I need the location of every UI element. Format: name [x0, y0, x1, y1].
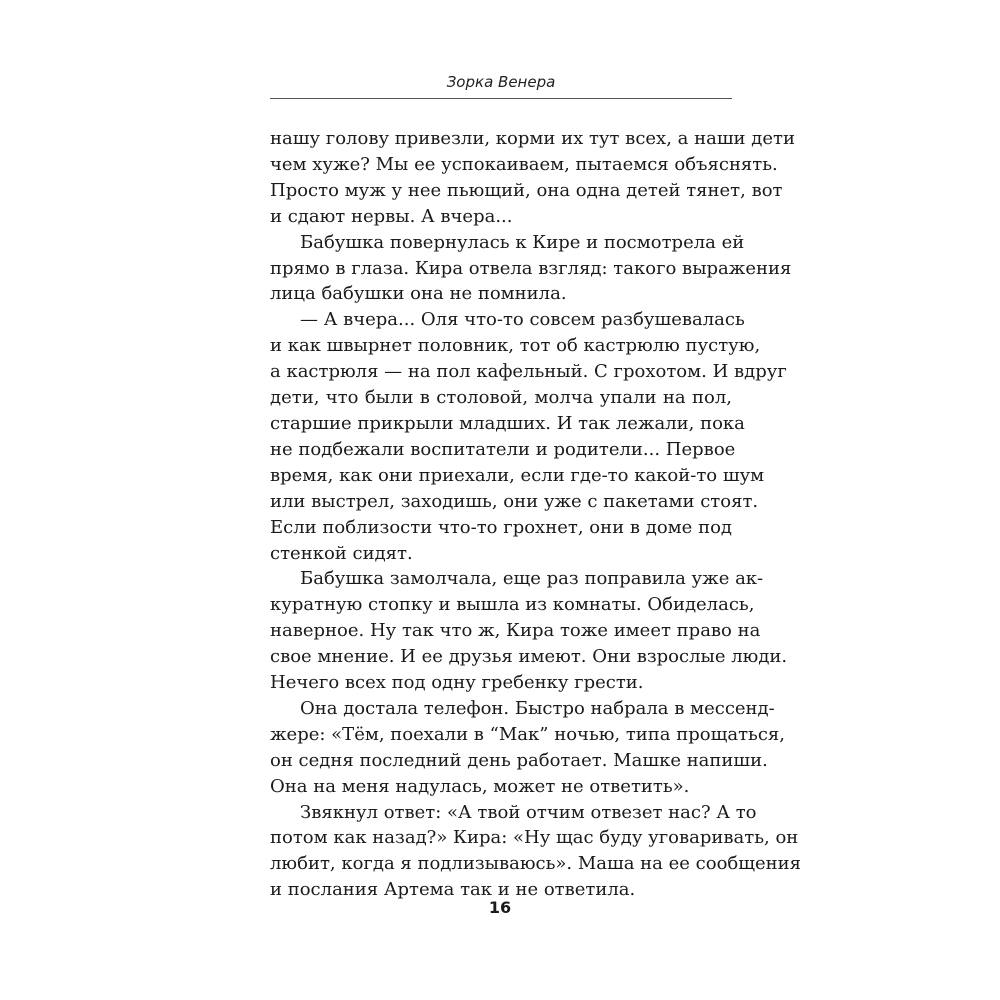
- text-line: Бабушка повернулась к Кире и посмотрела ей: [300, 231, 745, 253]
- text-line: и как швырнет половник, тот об кастрюлю пустую,: [270, 335, 761, 357]
- text-line: и сдают нервы. А вчера...: [270, 205, 513, 227]
- text-line: дети, что были в столовой, молча упали на пол,: [270, 387, 732, 409]
- text-line: прямо в глаза. Кира отвела взгляд: такого выражения: [270, 257, 792, 279]
- text-line: и послания Артема так и не ответила.: [270, 879, 636, 901]
- text-line: или выстрел, заходишь, они уже с пакетами стоят.: [270, 490, 759, 512]
- page-body: [270, 126, 801, 903]
- text-line: потом как назад?» Кира: «Ну щас буду уговаривать, он: [270, 827, 799, 849]
- text-line: стенкой сидят.: [270, 542, 413, 564]
- text-line: а кастрюля — на пол кафельный. С грохотом. И вдруг: [270, 361, 787, 383]
- text-line: старшие прикрыли младших. И так лежали, пока: [270, 412, 745, 434]
- text-line: он седня последний день работает. Машке напиши.: [270, 749, 768, 771]
- running-header-title: Зорка Венера: [446, 73, 556, 91]
- text-line: Бабушка замолчала, еще раз поправила уже ак-: [300, 568, 764, 590]
- running-header: [270, 72, 732, 99]
- text-line: время, как они приехали, если где-то какой-то шум: [270, 464, 765, 486]
- text-line: нашу голову привезли, корми их тут всех, а наши дети: [270, 128, 795, 149]
- text-line: наверное. Ну так что ж, Кира тоже имеет право на: [270, 620, 761, 642]
- page-number: 16: [488, 898, 512, 917]
- text-line: свое мнение. И ее друзья имеют. Они взрослые люди.: [270, 646, 788, 668]
- text-line: не подбежали воспитатели и родители... Первое: [270, 438, 736, 460]
- text-line: Просто муж у нее пьющий, она одна детей тянет, вот: [270, 179, 783, 201]
- text-line: лица бабушки она не помнила.: [270, 283, 567, 305]
- text-line: Нечего всех под одну гребенку грести.: [270, 672, 644, 694]
- text-line: Она достала телефон. Быстро набрала в мессенд-: [300, 697, 775, 719]
- text-line: жере: «Тём, поехали в “Мак” ночью, типа прощаться,: [270, 723, 785, 745]
- text-line: — А вчера... Оля что-то совсем разбушевалась: [300, 309, 745, 331]
- text-line: любит, когда я подлизываюсь». Маша на ее сообщения: [270, 853, 801, 875]
- text-line: Если поблизости что-то грохнет, они в доме под: [270, 516, 732, 538]
- text-line: чем хуже? Мы ее успокаиваем, пытаемся объяснять.: [270, 153, 778, 175]
- text-line: куратную стопку и вышла из комнаты. Обиделась,: [270, 594, 755, 616]
- text-line: Звякнул ответ: «А твой отчим отвезет нас? А то: [300, 801, 757, 823]
- text-line: Она на меня надулась, может не ответить».: [270, 775, 690, 797]
